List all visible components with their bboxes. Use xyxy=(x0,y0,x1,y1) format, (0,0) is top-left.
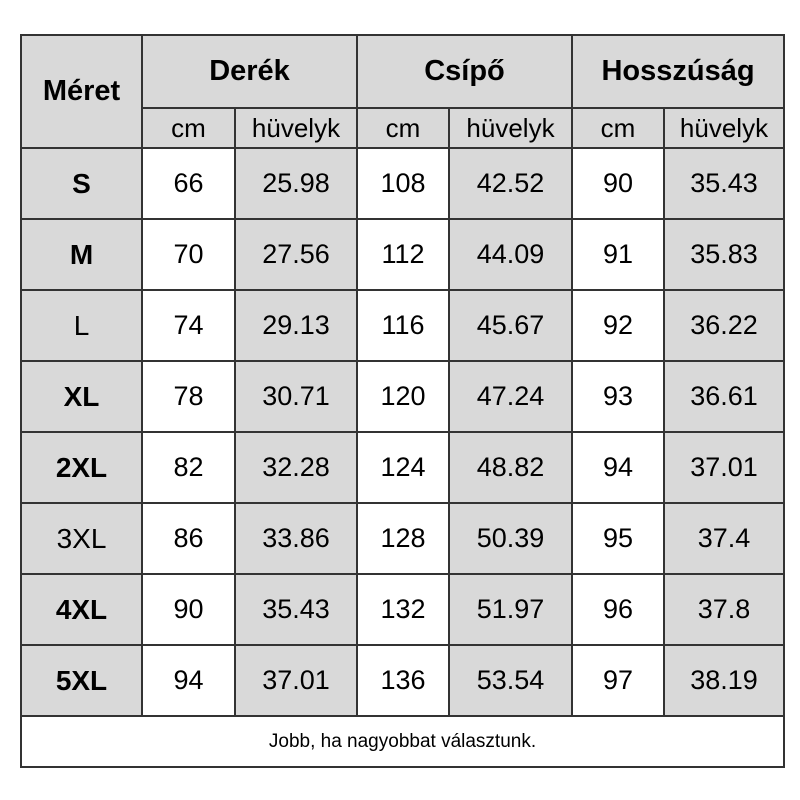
size-cell: M xyxy=(21,219,142,290)
size-cell: 4XL xyxy=(21,574,142,645)
hip-cm-cell: 116 xyxy=(357,290,449,361)
hip-inch-cell: 51.97 xyxy=(449,574,572,645)
size-cell: S xyxy=(21,148,142,219)
table-row-5xl xyxy=(21,645,784,716)
length-inch-cell: 37.8 xyxy=(664,574,784,645)
footer-note-row xyxy=(21,716,784,767)
hip-inch-cell: 48.82 xyxy=(449,432,572,503)
length-cm-cell: 96 xyxy=(572,574,664,645)
table-row-2xl xyxy=(21,432,784,503)
waist-cm-header: cm xyxy=(142,108,235,148)
length-inch-cell: 35.43 xyxy=(664,148,784,219)
waist-cm-cell: 66 xyxy=(142,148,235,219)
waist-cm-cell: 78 xyxy=(142,361,235,432)
table-row-4xl xyxy=(21,574,784,645)
hip-cm-cell: 136 xyxy=(357,645,449,716)
waist-inch-cell: 35.43 xyxy=(235,574,357,645)
length-cm-cell: 92 xyxy=(572,290,664,361)
length-inch-cell: 37.01 xyxy=(664,432,784,503)
hip-inch-cell: 53.54 xyxy=(449,645,572,716)
hip-cm-cell: 120 xyxy=(357,361,449,432)
length-inch-cell: 35.83 xyxy=(664,219,784,290)
size-chart-table xyxy=(20,34,785,768)
hip-inch-cell: 50.39 xyxy=(449,503,572,574)
length-inch-header: hüvelyk xyxy=(664,108,784,148)
waist-inch-cell: 29.13 xyxy=(235,290,357,361)
waist-inch-cell: 32.28 xyxy=(235,432,357,503)
table-row-s xyxy=(21,148,784,219)
hip-cm-header: cm xyxy=(357,108,449,148)
header-row-groups xyxy=(21,35,784,108)
size-cell: L xyxy=(21,290,142,361)
table-row-l xyxy=(21,290,784,361)
size-column-header: Méret xyxy=(21,35,142,148)
table-row-m xyxy=(21,219,784,290)
hip-inch-cell: 47.24 xyxy=(449,361,572,432)
hip-inch-cell: 45.67 xyxy=(449,290,572,361)
hip-cm-cell: 132 xyxy=(357,574,449,645)
table-row-3xl xyxy=(21,503,784,574)
waist-inch-cell: 33.86 xyxy=(235,503,357,574)
hip-cm-cell: 124 xyxy=(357,432,449,503)
length-cm-cell: 94 xyxy=(572,432,664,503)
footer-note: Jobb, ha nagyobbat választunk. xyxy=(21,716,784,767)
size-cell: XL xyxy=(21,361,142,432)
table-row-xl xyxy=(21,361,784,432)
length-inch-cell: 38.19 xyxy=(664,645,784,716)
size-cell: 5XL xyxy=(21,645,142,716)
waist-inch-header: hüvelyk xyxy=(235,108,357,148)
hip-group-header: Csípő xyxy=(357,35,572,108)
waist-cm-cell: 90 xyxy=(142,574,235,645)
length-cm-cell: 91 xyxy=(572,219,664,290)
waist-cm-cell: 94 xyxy=(142,645,235,716)
hip-inch-header: hüvelyk xyxy=(449,108,572,148)
hip-cm-cell: 128 xyxy=(357,503,449,574)
length-cm-cell: 95 xyxy=(572,503,664,574)
length-cm-cell: 97 xyxy=(572,645,664,716)
waist-cm-cell: 86 xyxy=(142,503,235,574)
length-cm-cell: 93 xyxy=(572,361,664,432)
waist-inch-cell: 37.01 xyxy=(235,645,357,716)
length-inch-cell: 37.4 xyxy=(664,503,784,574)
waist-cm-cell: 82 xyxy=(142,432,235,503)
waist-cm-cell: 74 xyxy=(142,290,235,361)
length-cm-header: cm xyxy=(572,108,664,148)
size-cell: 2XL xyxy=(21,432,142,503)
hip-inch-cell: 44.09 xyxy=(449,219,572,290)
waist-inch-cell: 25.98 xyxy=(235,148,357,219)
hip-cm-cell: 108 xyxy=(357,148,449,219)
waist-group-header: Derék xyxy=(142,35,357,108)
waist-inch-cell: 30.71 xyxy=(235,361,357,432)
size-cell: 3XL xyxy=(21,503,142,574)
waist-inch-cell: 27.56 xyxy=(235,219,357,290)
length-group-header: Hosszúság xyxy=(572,35,784,108)
hip-inch-cell: 42.52 xyxy=(449,148,572,219)
hip-cm-cell: 112 xyxy=(357,219,449,290)
length-cm-cell: 90 xyxy=(572,148,664,219)
length-inch-cell: 36.61 xyxy=(664,361,784,432)
waist-cm-cell: 70 xyxy=(142,219,235,290)
length-inch-cell: 36.22 xyxy=(664,290,784,361)
